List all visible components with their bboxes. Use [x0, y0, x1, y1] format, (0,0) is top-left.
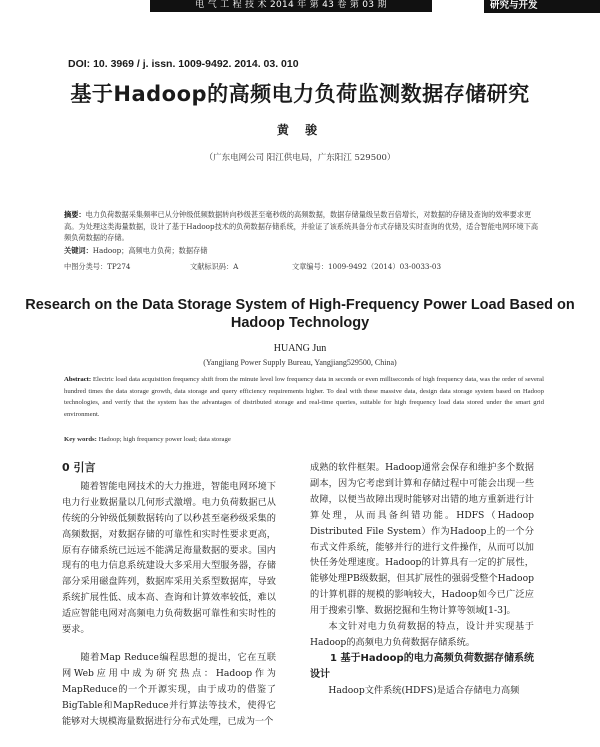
title-chinese: 基于Hadoop的高频电力负荷监测数据存储研究 — [70, 82, 530, 106]
document-code: 文献标识码：A — [190, 262, 239, 271]
abstract-chinese — [64, 209, 542, 244]
abstract-english — [64, 374, 544, 420]
right-paragraph-3: Hadoop文件系统(HDFS)是适合存储电力高频 — [328, 684, 520, 696]
keywords-en-text: Hadoop; high frequency power load; data storage — [98, 436, 231, 443]
body-column-left — [62, 460, 276, 730]
affiliation-chinese: （广东电网公司 阳江供电局，广东阳江 529500） — [204, 153, 396, 163]
title-english: Research on the Data Storage System of High-Frequency Power Load Based on Hadoop Technology — [25, 297, 575, 331]
classification-row — [64, 262, 441, 272]
right-paragraph-2: 本文针对电力负荷数据的特点，设计并实现基于Hadoop的高频电力负荷数据存储系统。 — [310, 621, 534, 648]
journal-header — [0, 0, 600, 14]
abstract-en-label: Abstract: — [64, 376, 92, 383]
clc-number: 中图分类号：TP274 — [64, 262, 131, 271]
intro-paragraph-2: 随着Map Reduce编程思想的提出，它在互联网Web应用中成为研究热点：Hadoop作为MapReduce的一个开源实现，由于成功的借鉴了BigTable和MapReduce并行算法等技术，使得它能够对大规模海量数据进行分布式处理，已成为一个 — [62, 651, 276, 727]
abstract-en-text: Electric load data acquisition frequency shift from the minute level low frequency data in seconds or even milliseconds of high frequency data, was the order of several hundred times the data storage growth, data storage and query efficiency requirements higher. To deal with these massive data, design data storage system based on Hadoop technologies, and verify that the system has the advantages of distributed storage and real-time queries, suitable for high frequency load data stored under the smart grid environment. — [64, 376, 545, 418]
intro-paragraph-1: 随着智能电网技术的大力推进，智能电网环境下电力行业数据量以几何形式激增。电力负荷数据已从传统的分钟级低频数据转向了以秒甚至毫秒级采集的高频数据，对数据存储的可靠性和实时性要求更高，原有存储系统已远远不能满足海量数据的要求。国内现有的电力信息系统建设大多采用大型服务器，存储部分采用磁盘阵列，数据库采用关系型数据库，导致系统扩展性低、成本高、查询和计算效率较低，难以适应智能电网对高频电力负荷数据可靠性和实时性的要求。 — [62, 480, 276, 636]
section-heading-intro: 0 引言 — [62, 461, 96, 474]
abstract-cn-text: 电力负荷数据采集频率已从分钟级低频数据转向秒级甚至毫秒级的高频数据，数据存储量级呈数百倍增长，对数据的存储及查询的效率要求更高。为处理这类海量数据，设计了基于Hadoop技术的负荷数据存储系统，并验证了该系统具备分布式存储及实时查询的优势，适合智能电网环境下高频负荷数据的存储。 — [64, 210, 539, 242]
author-chinese: 黄 骏 — [276, 123, 324, 137]
author-english: HUANG Jun — [273, 343, 327, 354]
article-number: 文章编号：1009-9492（2014）03-0033-03 — [292, 262, 442, 271]
keywords-chinese — [64, 246, 207, 256]
keywords-en-label: Key words: — [64, 436, 97, 443]
affiliation-english: (Yangjiang Power Supply Bureau, Yangjiang529500, China) — [203, 358, 397, 367]
doi-line: DOI: 10. 3969 / j. issn. 1009-9492. 2014. 03. 010 — [68, 58, 299, 70]
keywords-english — [64, 436, 231, 443]
abstract-cn-label: 摘要： — [64, 210, 86, 219]
journal-bar: 电 气 工 程 技 术 2014 年 第 43 卷 第 03 期 — [150, 0, 432, 12]
right-paragraph-1: 成熟的软件框架。Hadoop通常会保存和维护多个数据副本，因为它考虑到计算和存储过程中可能会出现一些故障，以便当故障出现时能够对出错的地方重新进行计算处理，从而具备纠错功能。HDFS（Hadoop Distributed File System）作为Hadoop上的一个分布式文件系统，能够并行的进行文件操作，从而可以加快任务处理速度。Hadoop的计算具有一定的扩展性，能够处理PB级数据，但其扩展性的强弱受整个Hadoop的计算机群的规模的影响较大，Hadoop如今已广泛应用于搜索引擎、数据挖掘和生物计算等领域[1-3]。 — [310, 462, 534, 617]
body-column-right — [310, 460, 534, 699]
keywords-cn-text: Hadoop；高频电力负荷；数据存储 — [92, 246, 208, 255]
section-tag: 研究与开发 — [484, 0, 600, 13]
section-heading-1: 1 基于Hadoop的电力高频负荷数据存储系统设计 — [310, 652, 534, 680]
keywords-cn-label: 关键词： — [64, 246, 93, 255]
